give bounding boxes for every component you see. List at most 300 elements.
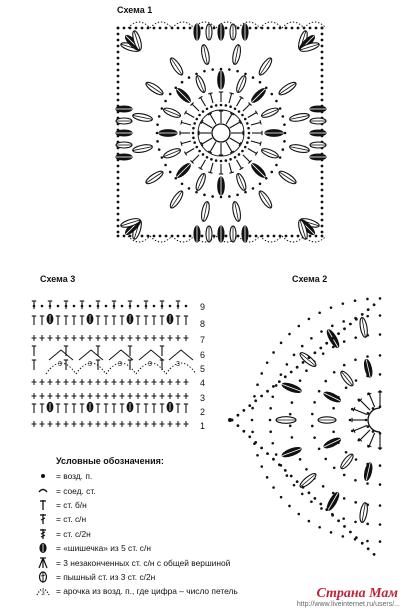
chain-dot [283,123,286,126]
row-number: 5 [200,364,206,374]
chain-dot [285,27,288,30]
chain-dot [117,235,120,238]
stitch-post [176,301,180,309]
arch-count: 3 [176,361,180,368]
chain-dot [280,342,283,345]
legend-text: = 3 незаконченных ст. с/н с общей вершиной [56,557,231,568]
chain-dot [345,451,348,454]
stitch-post [72,316,76,325]
leaf-stitch [231,44,242,65]
chain-dot [254,441,257,444]
chain-dot [354,358,357,361]
chain-dot [164,100,167,103]
scheme-1-title: Схема 1 [117,5,153,15]
chain-dot [349,419,352,422]
chain-dot [244,191,247,194]
chain-dot [117,99,120,102]
chain-dot [279,156,282,159]
leaf-stitch [235,172,248,191]
chain-dot [309,27,312,30]
leaf-stitch [289,112,310,123]
leaf-stitch [318,417,336,423]
stitch-post [252,131,262,135]
chain-dot [379,333,382,336]
chain-dot [321,51,324,54]
chain-dot [270,93,273,96]
chain-dot [117,33,120,36]
leaf-stitch [159,130,177,137]
stitch-post [184,316,188,325]
edge-scallop [260,22,282,28]
chain-dot [332,407,335,410]
chain-dot [343,327,346,330]
chain-dot [117,177,120,180]
leaf-stitch [132,143,153,154]
chain-dot [181,182,184,185]
leaf-stitch [281,381,302,394]
chain-dot [367,308,370,311]
row-number: 6 [200,350,206,360]
chain-dot [321,69,324,72]
stitch-post [56,404,60,413]
chain-dot [345,386,348,389]
chain-dot [321,231,324,234]
leaf-stitch [257,189,274,209]
chain-dot [117,189,120,192]
leaf-stitch [162,147,181,160]
chain-dot [244,73,247,76]
row-number: 1 [200,421,206,431]
stitch-post [367,393,376,408]
leaf-stitch [200,44,211,65]
chain-dot [278,380,281,383]
stitch-post [235,159,244,170]
stitch-post [120,404,124,413]
chain-dot [165,235,168,238]
stitch-post [250,120,261,127]
chain-dot [198,114,201,117]
chain-dot [241,150,244,153]
chain-dot [260,372,263,375]
stitch-post [247,111,258,120]
chain-dot [117,45,120,48]
stitch-post [184,147,195,156]
chain-dot [248,132,251,135]
chain-dot [297,235,300,238]
chain-dot [256,383,259,386]
leaf-stitch [260,106,279,119]
chain-dot [291,436,294,439]
leaf-stitch [277,169,297,186]
chain-dot [117,69,120,72]
chain-dot [156,140,159,143]
chain-dot [188,76,191,79]
chain-dot [293,354,296,357]
stitch-post [80,301,84,309]
chain-dot [234,107,237,110]
cluster-icon [34,556,52,569]
chain-dot [117,219,120,222]
chain-dot [159,235,162,238]
chain-dot [117,213,120,216]
legend-text: = пышный ст. из 3 ст. с/2н [56,571,156,582]
leaf-stitch [116,154,132,160]
leaf-stitch [218,24,224,40]
stitch-post [32,360,36,370]
legend-row [34,527,394,541]
chain-dot [165,27,168,30]
chain-dot [137,305,140,308]
chain-dot [206,107,209,110]
stitch-post [352,418,366,422]
stitch-post [128,301,132,309]
chain-dot [351,408,354,411]
chain-dot [247,127,250,130]
arch-count: 3 [88,361,92,368]
chain-dot [147,235,150,238]
chain-dot [313,351,316,354]
chain-dot [57,305,60,308]
chain-dot [123,235,126,238]
chain-dot [237,424,240,427]
edge-scallop [260,236,282,242]
chain-dot [169,305,172,308]
chain-dot [321,171,324,174]
chain-dot [253,395,256,398]
leaf-stitch [206,24,212,40]
stitch-post [208,113,218,126]
chain-dot [117,81,120,84]
leaf-stitch [194,226,200,242]
stitch-post [229,136,242,146]
stitch-post [48,301,52,309]
stitch-post [235,96,244,107]
chain-dot [266,361,269,364]
chain-dot [260,447,263,450]
chain-dot [192,127,195,130]
chain-dot [379,354,382,357]
chain-dot [321,201,324,204]
chain-dot [246,122,249,125]
leaf-stitch [116,130,132,136]
chain-dot [288,333,291,336]
cluster-stitch [49,350,73,360]
chain-dot [379,314,382,317]
chain-dot [117,57,120,60]
chain-dot [183,27,186,30]
chain-dot [321,81,324,84]
chain-dot [272,351,275,354]
stitch-post [96,404,100,413]
chain-dot [117,63,120,66]
leaf-stitch [168,56,185,76]
stitch-post [80,316,84,325]
chain-dot [220,160,223,163]
stitch-post [199,96,208,107]
chain-dot [331,325,334,328]
leaf-stitch [116,142,132,148]
stitch-post [219,111,223,123]
chain-dot [321,207,324,210]
chain-dot [181,81,184,84]
chain-dot [342,320,345,323]
stitch-post [199,159,208,170]
stitch-post [176,404,180,413]
stitch-post [181,139,192,146]
chain-dot [269,419,272,422]
leaf-stitch [265,130,283,137]
chain-dot [342,302,345,305]
chain-dot [73,305,76,308]
chain-dot [242,430,245,433]
chain-dot [147,27,150,30]
chain-dot [275,100,278,103]
chain-dot [228,418,232,422]
chain-dot [318,390,321,393]
chain-dot-icon [34,470,52,483]
stitch-post [241,153,251,163]
stitch-post [160,404,164,413]
chain-dot [229,158,232,161]
chain-dot [318,311,321,314]
leaf-stitch [289,143,310,154]
chain-dot [89,305,92,308]
legend-text: = возд. п. [56,471,93,482]
chain-dot [325,342,328,345]
chain-dot [291,27,294,30]
leaf-stitch [194,74,207,93]
stitch-post [190,102,200,112]
chain-dot [351,430,354,433]
chain-dot [188,187,191,190]
legend-text: = арочка из возд. п., где цифра – число петель [56,586,238,597]
chain-dot [228,68,231,71]
stitch-post [64,316,68,325]
legend-title: Условные обозначения: [56,456,164,466]
stitch-post [112,316,116,325]
leaf-stitch [242,226,248,242]
legend-row [34,541,394,555]
scheme-2-title: Схема 2 [292,274,328,284]
chain-dot [308,356,311,359]
chain-dot [156,132,159,135]
stitch-post [160,301,164,309]
chain-dot [354,336,357,339]
legend-text: = ст. с/н [56,514,87,525]
stitch-post [160,360,164,370]
stitch-post [112,301,116,309]
chain-dot [105,305,108,308]
chain-dot [321,219,324,222]
chain-dot [355,318,358,321]
leaf-stitch [175,162,192,179]
leaf-stitch [116,118,132,124]
chain-dot [266,390,269,393]
chain-dot [248,404,251,407]
chain-dot [305,369,308,372]
leaf-stitch [277,80,297,97]
chain-dot [270,171,273,174]
chain-dot [313,436,316,439]
chain-dot [246,141,249,144]
chain-dot [337,332,340,335]
chain-dot [249,235,252,238]
watermark-url: http://www.liveinternet.ru/users/... [296,601,400,608]
chain-dot [297,27,300,30]
row-number: 7 [200,335,206,345]
chain-dot [315,27,318,30]
stitch-post [219,92,223,102]
chain-dot [117,201,120,204]
chain-dot [271,395,274,398]
chain-dot [141,235,144,238]
chain-dot [117,183,120,186]
chain-dot [117,27,120,30]
chain-dot [229,105,232,108]
leaf-stitch [242,24,248,40]
leaf-stitch [144,80,164,97]
leaf-stitch [359,317,369,338]
legend-row [34,469,394,483]
chain-dot [220,68,223,71]
chain-dot [366,355,369,358]
chain-dot [153,27,156,30]
center-ring [212,124,230,142]
chain-dot [280,373,283,376]
chain-dot [220,104,223,107]
stitch-post [144,301,148,309]
legend-text: = «шишечка» из 5 ст. с/н [56,543,151,554]
stitch-post [227,93,234,104]
leaf-stitch [250,162,267,179]
leaf-stitch [310,118,326,124]
chain-dot [244,118,247,121]
chain-dot [255,27,258,30]
chain-dot [265,86,268,89]
stitch-post [160,316,164,325]
legend-row [34,498,394,512]
chain-dot [193,122,196,125]
chain-dot [192,132,195,135]
chain-dot [189,27,192,30]
chain-dot [321,165,324,168]
stitch-post [181,120,192,127]
chain-dot [273,27,276,30]
chain-dot [283,140,286,143]
row-number: 4 [200,378,206,388]
chain-dot [123,27,126,30]
stitch-post [128,360,132,370]
chain-dot [213,235,216,238]
chain-dot [301,345,304,348]
row-number: 3 [200,393,206,403]
stitch-post [32,316,36,325]
chain-dot [117,93,120,96]
chain-dot [322,352,325,355]
leaf-stitch [310,154,326,160]
chain-dot [164,164,167,167]
stitch-post [208,162,215,173]
chain-dot [153,235,156,238]
chain-dot [117,225,120,228]
double-treble-icon [34,527,52,540]
chain-dot [315,235,318,238]
chain-dot [321,189,324,192]
chain-dot [379,297,382,300]
chain-dot [156,123,159,126]
chain-dot [361,313,364,316]
stitch-post [250,139,261,146]
stitch-post [353,423,368,432]
legend-row [34,512,394,526]
chain-dot [177,27,180,30]
legend-text: = ст. с/2н [56,528,91,539]
leaf-stitch [132,112,153,123]
stitch-post [208,141,218,154]
arch-count: 3 [148,361,152,368]
leaf-stitch [116,106,132,112]
row-number: 9 [200,302,206,312]
chain-dot [269,407,272,410]
edge-scallop [128,236,150,242]
chain-arch [166,363,196,374]
chain-dot [289,425,292,428]
leaf-stitch [231,201,242,222]
chain-dot [319,347,322,350]
chain-dot [291,401,294,404]
chain-dot [265,177,268,180]
stitch-post [40,316,44,325]
chain-dot [321,213,324,216]
stitch-post [56,316,60,325]
stitch-post [112,404,116,413]
chain-dot [242,409,245,412]
chain-dot [210,158,213,161]
chain-dot [236,70,239,73]
chain-dot [195,146,198,149]
chain-dot [195,73,198,76]
arch-count: 3 [58,361,62,368]
stitch-post [144,316,148,325]
chain-dot [321,75,324,78]
stitch-post [96,316,100,325]
leaf-stitch [276,417,296,424]
stitch-post [367,432,376,447]
chain-dot [321,225,324,228]
chain-dot [284,132,287,135]
stitch-post [224,113,234,126]
chain-dot [169,93,172,96]
stitch-post [241,102,251,112]
stitch-post [190,153,200,163]
chain-dot [313,401,316,404]
chain-dot [284,375,287,378]
stitch-post [152,316,156,325]
stitch-post [359,428,372,441]
chain-dot [282,115,285,118]
chain-dot [248,435,251,438]
stitch-post [136,404,140,413]
chain-dot [297,325,300,328]
legend-row [34,483,394,497]
stitch-post [219,164,223,174]
leaf-stitch [200,201,211,222]
chain-dot [211,195,214,198]
chain-dot [290,371,293,374]
chain-dot [309,235,312,238]
puff-icon [34,570,52,583]
chain-dot [302,361,305,364]
